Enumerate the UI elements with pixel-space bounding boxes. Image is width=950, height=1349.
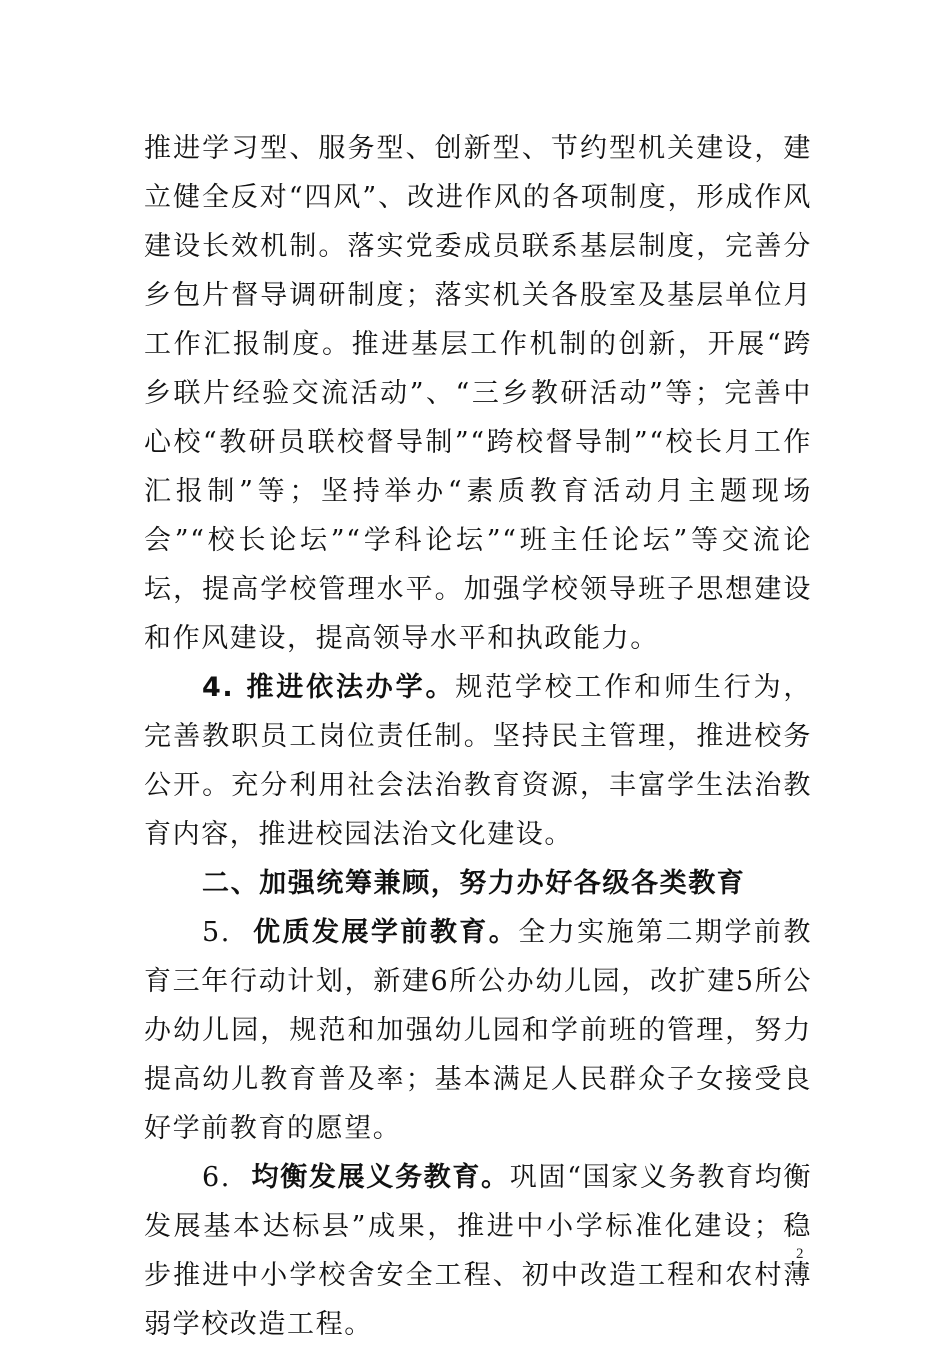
paragraph-preschool [144,908,812,1153]
page-number: 2 [796,1246,804,1262]
paragraph-compulsory [144,1153,812,1349]
paragraph-rule-of-law [144,663,812,859]
paragraph-lead: 均衡发展义务教育。 [251,1162,510,1193]
paragraph-number: 5. [202,917,231,948]
paragraph-text: 巩固“国家义务教育均衡发展基本达标县”成果，推进中小学标准化建设；稳步推进中小学校舍安全工程、初中改造工程和农村薄弱学校改造工程。 [144,1162,812,1340]
paragraph-lead: 4. 推进依法办学。 [202,672,456,703]
paragraph-work-style [144,124,812,663]
section-heading: 二、加强统筹兼顾，努力办好各级各类教育 [202,868,746,899]
paragraph-text: 推进学习型、服务型、创新型、节约型机关建设，建立健全反对“四风”、改进作风的各项制度，形成作风建设长效机制。落实党委成员联系基层制度，完善分乡包片督导调研制度；落实机关各股室及基层单位月工作汇报制度。推进基层工作机制的创新，开展“跨乡联片经验交流活动”、“三乡教研活动”等；完善中心校“教研员联校督导制”“跨校督导制”“校长月工作汇报制”等；坚持举办“素质教育活动月主题现场会”“校长论坛”“学科论坛”“班主任论坛”等交流论坛，提高学校管理水平。加强学校领导班子思想建设和作风建设，提高领导水平和执政能力。 [144,133,812,654]
paragraph-lead: 优质发展学前教育。 [253,917,519,948]
document-body [144,124,812,1349]
paragraph-number: 6. [202,1162,231,1193]
paragraph-text: 规范学校工作和师生行为，完善教职员工岗位责任制。坚持民主管理，推进校务公开。充分利用社会法治教育资源，丰富学生法治教育内容，推进校园法治文化建设。 [144,672,812,850]
paragraph-text: 全力实施第二期学前教育三年行动计划，新建6所公办幼儿园，改扩建5所公办幼儿园，规范和加强幼儿园和学前班的管理，努力提高幼儿教育普及率；基本满足人民群众子女接受良好学前教育的愿望。 [144,917,812,1144]
